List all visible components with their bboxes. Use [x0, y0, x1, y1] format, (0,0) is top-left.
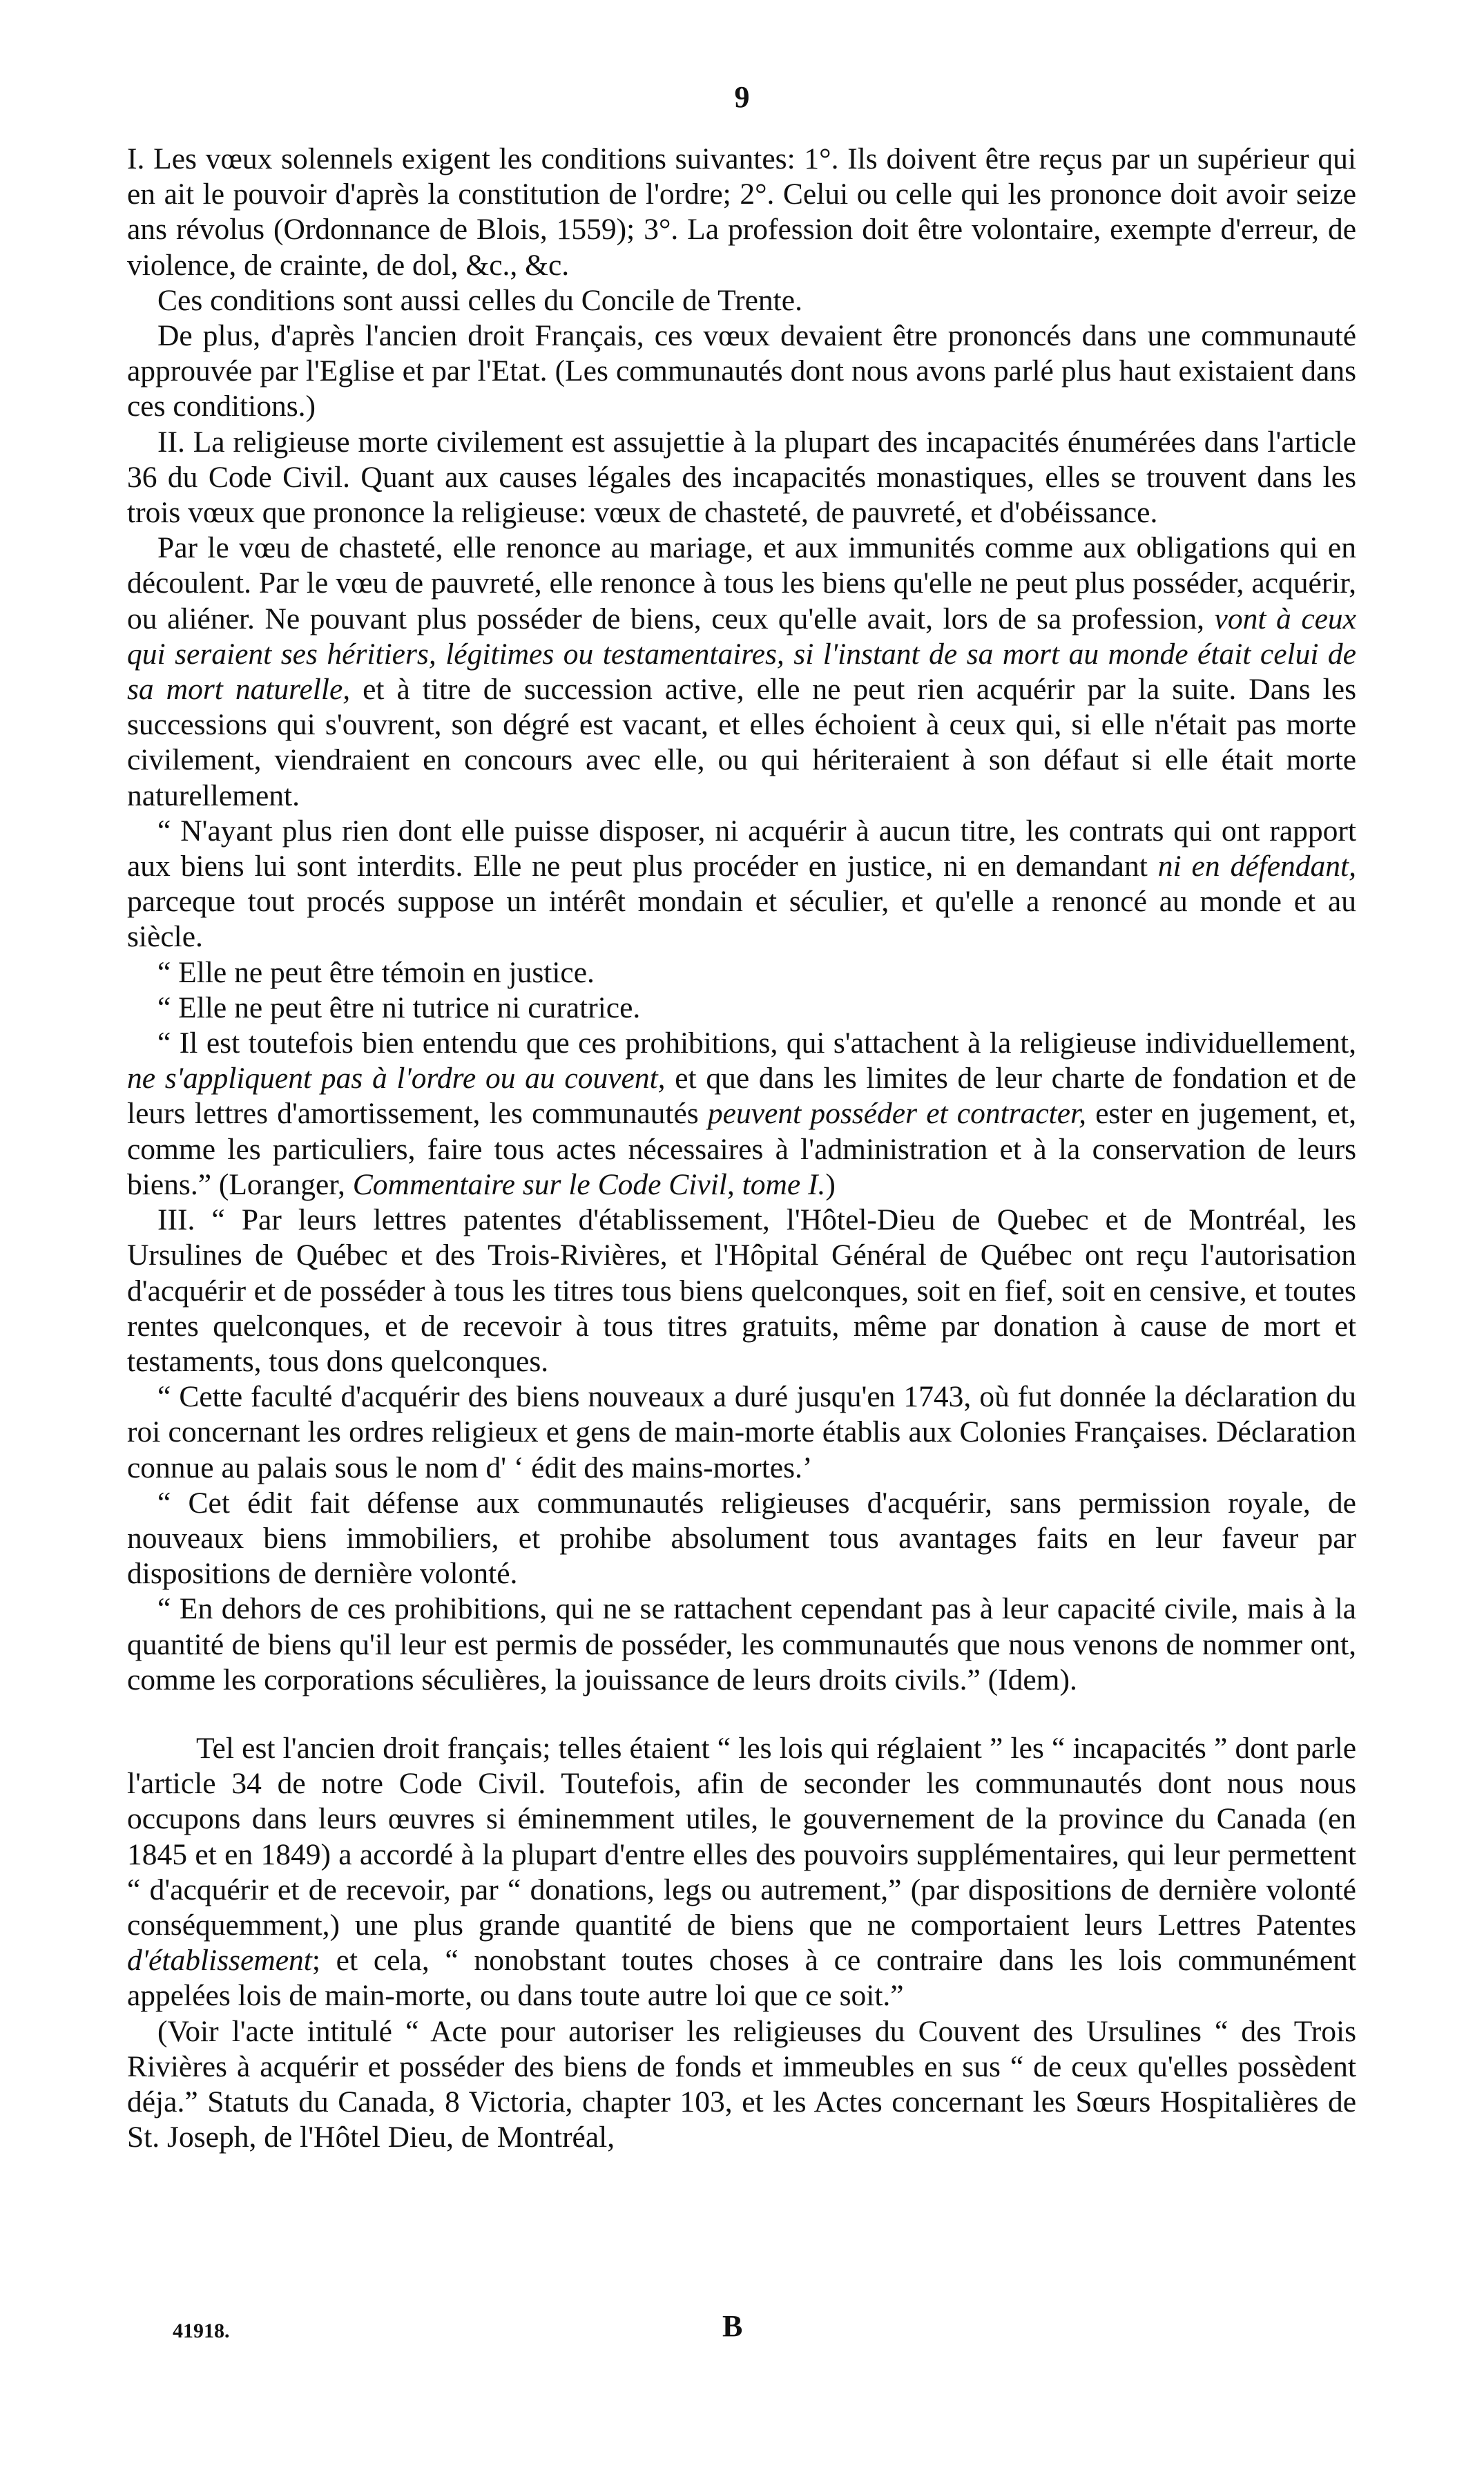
italic-text: ni en défendant, — [1157, 850, 1356, 883]
paragraph — [127, 1026, 1356, 1203]
paragraph: I. Les vœux solennels exigent les conditions suivantes: 1°. Ils doivent être reçus par un supérieur qui en ait le pouvoir d'après la constitution de l'ordre; 2°. Celui ou celle qui les prononce doit avoir seize ans révolus (Ordonnance de Blois, 1559); 3°. La profession doit être volontaire, exempte d'erreur, de violence, de crainte, de dol, &c., &c. — [127, 142, 1356, 282]
paragraph: II. La religieuse morte civilement est assujettie à la plupart des incapacités énumérées dans l'article 36 du Code Civil. Quant aux causes légales des incapacités monastiques, elles se trouvent dans les trois vœux que prononce la religieuse: vœux de chasteté, de pauvreté, et d'obéissance. — [127, 425, 1356, 530]
paragraph: De plus, d'après l'ancien droit Français, ces vœux devaient être prononcés dans une communauté approuvée par l'Eglise et par l'Etat. (Les communautés dont nous avons parlé plus haut existaient dans ces conditions.) — [127, 319, 1356, 423]
paragraph — [127, 530, 1356, 814]
text-run: Tel est l'ancien droit français; telles étaient “ les lois qui réglaient ” les “ incapacités ” dont parle l'article 34 de notre Code Civil. Toutefois, afin de seconder les communautés dont nous nous occupons dans leurs œuvres si éminemment utiles, le gouvernement de la province du Canada (en 1845 et en 1849) a accordé à la plupart d'entre elles des pouvoirs supplémentaires, qui leur permettent “ d'acquérir et de recevoir, par “ donations, legs ou autrement,” (par dispositions de dernière volonté conséquemment,) une plus grande quantité de biens que ne comportaient leurs Lettres Patentes — [127, 1731, 1356, 1942]
text-run: “ N'ayant plus rien dont elle puisse disposer, ni acquérir à aucun titre, les contrats qui ont rapport aux biens lui sont interdits. Elle ne peut plus procéder en justice, ni en demandant — [127, 814, 1356, 883]
text-run: Par le vœu de chasteté, elle renonce au mariage, et aux immunités comme aux obligations qui en découlent. Par le vœu de pauvreté, elle renonce à tous les biens qu'elle ne peut plus posséder, acquérir, ou aliéner. Ne pouvant plus posséder de biens, ceux qu'elle avait, lors de sa profession, — [127, 531, 1356, 635]
italic-text: d'établissement — [127, 1944, 312, 1978]
page-number: 9 — [734, 80, 750, 114]
paragraph: “ Cette faculté d'acquérir des biens nouveaux a duré jusqu'en 1743, où fut donnée la déclaration du roi concernant les ordres religieux et gens de main-morte établis aux Colonies Françaises. Déclaration connue au palais sous le nom d' ‘ édit des mains-mortes.’ — [127, 1380, 1356, 1484]
italic-text: vont à ceux qui seraient ses héritiers, légitimes ou testamentaires, si l'instant de sa mort au monde était celui de sa mort naturelle, — [127, 602, 1356, 707]
paragraph: Ces conditions sont aussi celles du Concile de Trente. — [157, 283, 802, 317]
text-run: ; et cela, “ nonobstant toutes choses à ce contraire dans les lois communément appelées lois de main-morte, ou dans toute autre loi que ce soit.” — [127, 1944, 1356, 2013]
italic-citation: Commentaire sur le Code Civil, tome I. — [352, 1167, 826, 1201]
paragraph — [127, 1731, 1356, 2014]
italic-text: peuvent posséder et contracter, — [707, 1097, 1087, 1131]
text-run: et à titre de succession active, elle ne peut rien acquérir par la suite. Dans les successions qui s'ouvrent, son dégré est vacant, et elles échoient à ceux qui, si elle n'était pas morte civilement, viendraient en concours avec elle, ou qui hériteraient à son défaut si elle était morte naturellement. — [127, 673, 1356, 812]
paragraph: III. “ Par leurs lettres patentes d'établissement, l'Hôtel-Dieu de Quebec et de Montréal, les Ursulines de Québec et des Trois-Rivières, et l'Hôpital Général de Québec ont reçu l'autorisation d'acquérir et de posséder à tous les titres tous biens quelconques, soit en fief, soit en censive, et toutes rentes quelconques, et de recevoir à tous titres gratuits, même par donation à cause de mort et testaments, tous dons quelconques. — [127, 1203, 1356, 1378]
text-run: et que dans les limites de leur charte de fondation et de leurs lettres d'amortissement, les communautés — [127, 1062, 1356, 1131]
paragraph: (Voir l'acte intitulé “ Acte pour autoriser les religieuses du Couvent des Ursulines “ des Trois Rivières à acquérir et posséder des biens de fonds et immeubles en sus “ de ceux qu'elles possèdent déja.” Statuts du Canada, 8 Victoria, chapter 103, et les Actes concernant les Sœurs Hospitalières de St. Joseph, de l'Hôtel Dieu, de Montréal, — [127, 2014, 1356, 2154]
text-run: ) — [825, 1167, 836, 1201]
paragraph: “ Elle ne peut être ni tutrice ni curatrice. — [157, 991, 641, 1024]
text-run: ester en jugement, et, comme les particuliers, faire tous actes nécessaires à l'administration et à la conservation de leurs biens.” (Loranger, — [127, 1097, 1357, 1201]
italic-text: ne s'appliquent pas à l'ordre ou au couvent, — [127, 1062, 666, 1096]
text-run: “ Il est toutefois bien entendu que ces prohibitions, qui s'attachent à la religieuse individuellement, — [157, 1026, 1356, 1060]
paragraph — [127, 814, 1356, 955]
body-text — [127, 142, 1356, 2155]
signature-letter: B — [722, 2309, 743, 2343]
text-run: parceque tout procés suppose un intérêt mondain et séculier, et qu'elle a renoncé au monde et au siècle. — [127, 885, 1356, 954]
signature-number: 41918. — [173, 2320, 230, 2342]
paragraph: “ Cet édit fait défense aux communautés religieuses d'acquérir, sans permission royale, de nouveaux biens immobiliers, et prohibe absolument tous avantages faits en leur faveur par dispositions de dernière volonté. — [127, 1486, 1356, 1591]
paragraph: “ Elle ne peut être témoin en justice. — [157, 955, 595, 989]
paragraph: “ En dehors de ces prohibitions, qui ne se rattachent cependant pas à leur capacité civile, mais à la quantité de biens qu'il leur est permis de posséder, les communautés que nous venons de nommer ont, comme les corporations séculières, la jouissance de leurs droits civils.” (Idem). — [127, 1592, 1356, 1696]
